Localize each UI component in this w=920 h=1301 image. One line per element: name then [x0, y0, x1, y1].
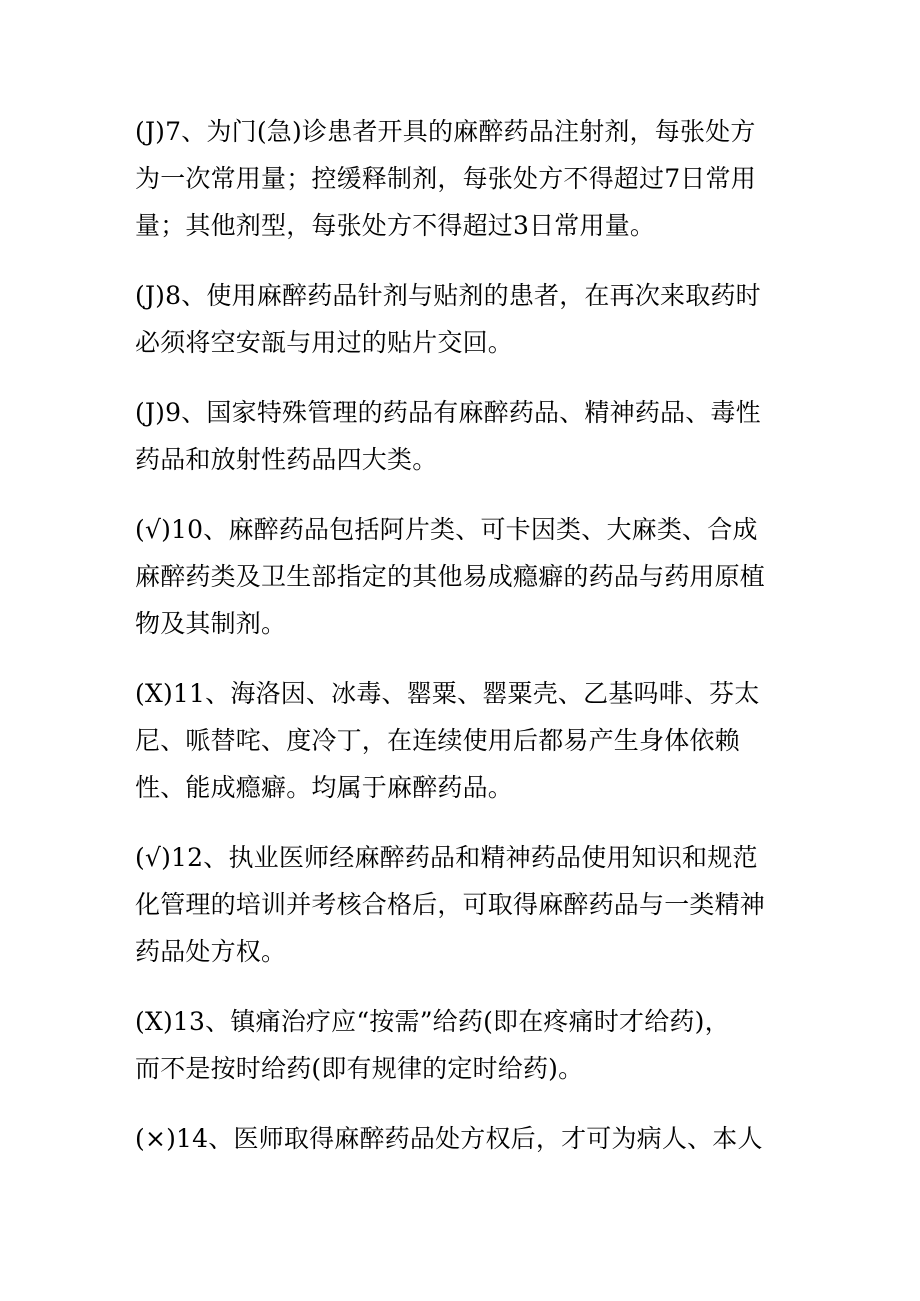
text-line: 必须将空安瓿与用过的贴片交回。	[135, 328, 514, 357]
text-line: 麻醉药类及卫生部指定的其他易成瘾癖的药品与药用原植	[135, 562, 766, 591]
text-line: (J)8、使用麻醉药品针剂与贴剂的患者，在再次来取药时	[135, 281, 761, 310]
question-7	[135, 108, 775, 249]
text-line: 药品和放射性药品四大类。	[135, 445, 438, 474]
question-10	[135, 506, 775, 647]
question-8	[135, 272, 775, 366]
question-9	[135, 389, 775, 483]
text-line: (×)14、医师取得麻醉药品处方权后，才可为病人、本人	[135, 1124, 763, 1153]
text-line: (√)10、麻醉药品包括阿片类、可卡因类、大麻类、合成	[135, 515, 758, 544]
question-12	[135, 834, 775, 975]
document-body	[135, 108, 775, 1185]
text-line: 为一次常用量；控缓释制剂，每张处方不得超过7日常用	[135, 164, 756, 193]
text-line: (X)11、海洛因、冰毒、罂粟、罂粟壳、乙基吗啡、芬太	[135, 679, 760, 708]
text-line: (J)7、为门(急)诊患者开具的麻醉药品注射剂，每张处方	[135, 117, 756, 146]
text-line: (J)9、国家特殊管理的药品有麻醉药品、精神药品、毒性	[135, 398, 761, 427]
text-line: 而不是按时给药(即有规律的定时给药)。	[135, 1054, 584, 1083]
question-11	[135, 670, 775, 811]
text-line: 量；其他剂型，每张处方不得超过3日常用量。	[135, 211, 656, 240]
text-line: 性、能成瘾癖。均属于麻醉药品。	[135, 773, 514, 802]
text-line: 尼、哌替咤、度冷丁，在连续使用后都易产生身体依赖	[135, 726, 740, 755]
text-line: 化管理的培训并考核合格后，可取得麻醉药品与一类精神	[135, 890, 766, 919]
question-14	[135, 1115, 775, 1162]
text-line: 物及其制剂。	[135, 609, 287, 638]
text-line: 药品处方权。	[135, 937, 287, 966]
text-line: (√)12、执业医师经麻醉药品和精神药品使用知识和规范	[135, 843, 758, 872]
text-line: (X)13、镇痛治疗应“按需”给药(即在疼痛时才给药)，	[135, 1007, 730, 1036]
question-13	[135, 998, 775, 1092]
